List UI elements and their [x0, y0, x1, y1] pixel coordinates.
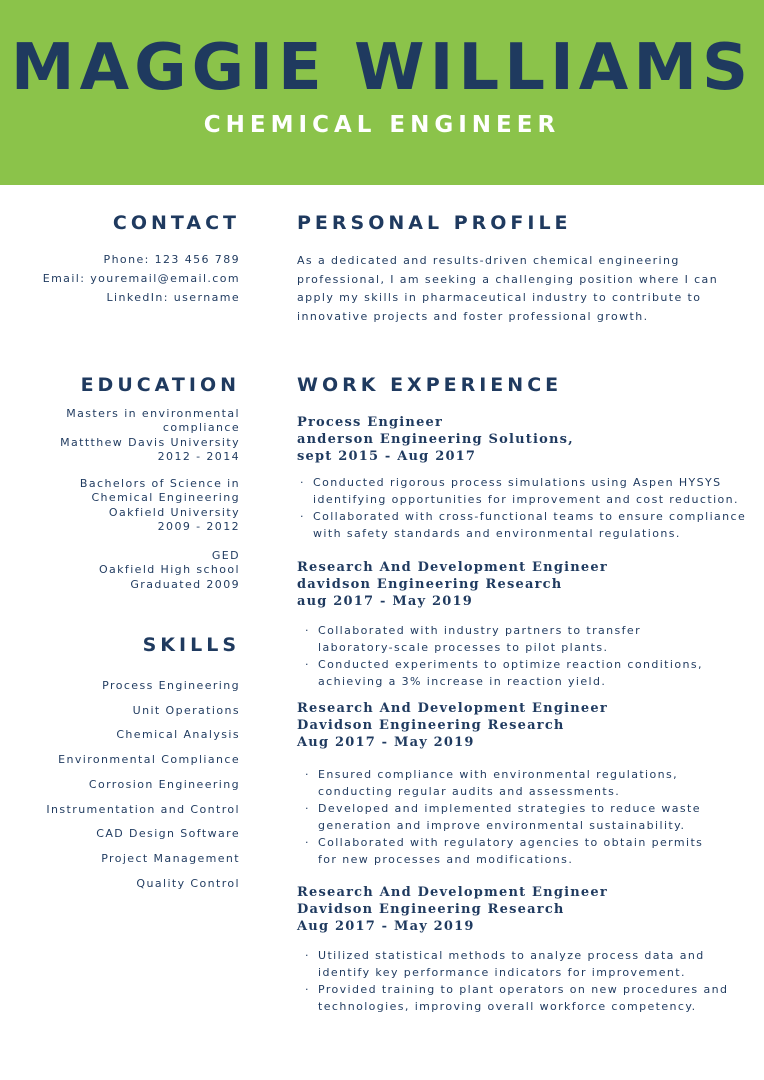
job-bullet — [305, 800, 703, 834]
bullet-icon: · — [300, 476, 305, 489]
job-company: anderson Engineering Solutions, — [297, 432, 574, 447]
profile-text: As a dedicated and results-driven chemical engineering professional, I am seeking a challenging position where I can apply my skills in pharmaceutical industry to contribute to innovative projects and foster professional growth. — [297, 254, 719, 323]
job-header — [297, 884, 608, 935]
job-bullet — [305, 656, 703, 690]
bullet-line: Provided training to plant operators on new procedures and — [318, 983, 729, 996]
contact-heading: CONTACT — [112, 212, 240, 234]
bullet-line: Conducted experiments to optimize reaction conditions, — [318, 658, 703, 671]
job-company: Davidson Engineering Research — [297, 718, 565, 733]
job-role: Process Engineer — [297, 415, 444, 430]
education-dates: 2012 - 2014 — [157, 449, 240, 463]
bullet-line: identifying opportunities for improvement and cost reduction. — [313, 493, 739, 506]
job-bullet — [305, 834, 703, 868]
job-bullet — [300, 474, 746, 508]
skill-item: CAD Design Software — [96, 827, 240, 841]
job-role: Research And Development Engineer — [297, 560, 608, 575]
skill-item: Process Engineering — [102, 679, 240, 692]
skill-item: Corrosion Engineering — [88, 777, 240, 791]
education-degree: Bachelors of Science in — [79, 477, 240, 490]
candidate-title: CHEMICAL ENGINEER — [203, 112, 561, 138]
education-degree: Masters in environmental — [66, 407, 240, 420]
bullet-icon: · — [300, 510, 305, 523]
bullet-icon: · — [305, 949, 310, 962]
education-degree: GED — [211, 549, 240, 562]
job-header — [297, 559, 608, 610]
job-bullets — [305, 947, 728, 1015]
job-role: Research And Development Engineer — [297, 701, 608, 716]
bullet-icon: · — [305, 836, 310, 849]
bullet-line: with safety standards and environmental regulations. — [313, 527, 681, 540]
contact-linkedin: LinkedIn: username — [106, 291, 240, 304]
bullet-line: identify key performance indicators for improvement. — [318, 966, 686, 979]
bullet-line: technologies, improving overall workforce competency. — [318, 1000, 697, 1013]
candidate-name: MAGGIE WILLIAMS — [10, 31, 754, 105]
job-header — [297, 414, 574, 465]
job-bullets — [305, 766, 703, 868]
job-role: Research And Development Engineer — [297, 885, 608, 900]
bullet-line: for new processes and modifications. — [318, 853, 574, 866]
skills-heading: SKILLS — [142, 634, 240, 656]
job-dates: aug 2017 - May 2019 — [297, 594, 473, 609]
bullet-icon: · — [305, 983, 310, 996]
bullet-icon: · — [305, 658, 310, 671]
education-school: Oakfield University — [108, 505, 240, 519]
bullet-icon: · — [305, 768, 310, 781]
bullet-line: Ensured compliance with environmental regulations, — [318, 768, 679, 781]
skill-item: Project Management — [101, 851, 240, 865]
job-dates: Aug 2017 - May 2019 — [297, 735, 475, 750]
contact-details — [43, 250, 240, 307]
skill-item: Chemical Analysis — [116, 728, 240, 742]
job-bullets — [300, 474, 746, 542]
job-header — [297, 700, 608, 751]
bullet-line: Developed and implemented strategies to reduce waste — [318, 802, 701, 815]
education-entry — [99, 549, 240, 592]
skill-item: Instrumentation and Control — [46, 802, 240, 816]
job-bullet — [305, 981, 728, 1015]
job-company: Davidson Engineering Research — [297, 902, 565, 917]
bullet-line: Conducted rigorous process simulations using Aspen HYSYS — [313, 476, 722, 489]
skill-item: Unit Operations — [132, 703, 240, 717]
bullet-line: conducting regular audits and assessments. — [318, 785, 621, 798]
bullet-line: Collaborated with industry partners to transfer — [318, 624, 642, 637]
bullet-icon: · — [305, 802, 310, 815]
job-bullet — [300, 508, 746, 542]
job-company: davidson Engineering Research — [297, 577, 563, 592]
bullet-line: generation and improve environmental sustainability. — [318, 819, 686, 832]
bullet-line: Utilized statistical methods to analyze process data and — [318, 949, 705, 962]
skills-list — [46, 674, 240, 896]
job-bullets — [305, 622, 703, 690]
skill-item: Quality Control — [136, 876, 240, 890]
education-dates: Graduated 2009 — [130, 577, 240, 591]
education-school: Oakfield High school — [98, 563, 240, 577]
education-entry — [60, 407, 240, 464]
job-dates: sept 2015 - Aug 2017 — [297, 449, 477, 464]
education-entry — [80, 477, 240, 534]
bullet-line: Collaborated with cross-functional teams to ensure compliance — [313, 510, 747, 523]
bullet-icon: · — [305, 624, 310, 637]
education-heading: EDUCATION — [80, 374, 240, 396]
contact-phone: Phone: 123 456 789 — [103, 253, 240, 266]
job-bullet — [305, 766, 703, 800]
education-degree-cont: Chemical Engineering — [91, 491, 240, 505]
profile-heading: PERSONAL PROFILE — [297, 212, 572, 234]
bullet-line: laboratory-scale processes to pilot plants. — [318, 641, 609, 654]
job-dates: Aug 2017 - May 2019 — [297, 919, 475, 934]
skill-item: Environmental Compliance — [58, 753, 240, 767]
job-bullet — [305, 622, 703, 656]
education-degree-cont: compliance — [162, 421, 240, 435]
contact-email: Email: youremail@email.com — [42, 272, 240, 285]
education-school: Mattthew Davis University — [60, 435, 240, 449]
bullet-line: Collaborated with regulatory agencies to obtain permits — [318, 836, 704, 849]
experience-heading: WORK EXPERIENCE — [297, 374, 563, 396]
bullet-line: achieving a 3% increase in reaction yield. — [318, 675, 607, 688]
education-dates: 2009 - 2012 — [157, 519, 240, 533]
header-banner — [0, 0, 764, 185]
job-bullet — [305, 947, 728, 981]
